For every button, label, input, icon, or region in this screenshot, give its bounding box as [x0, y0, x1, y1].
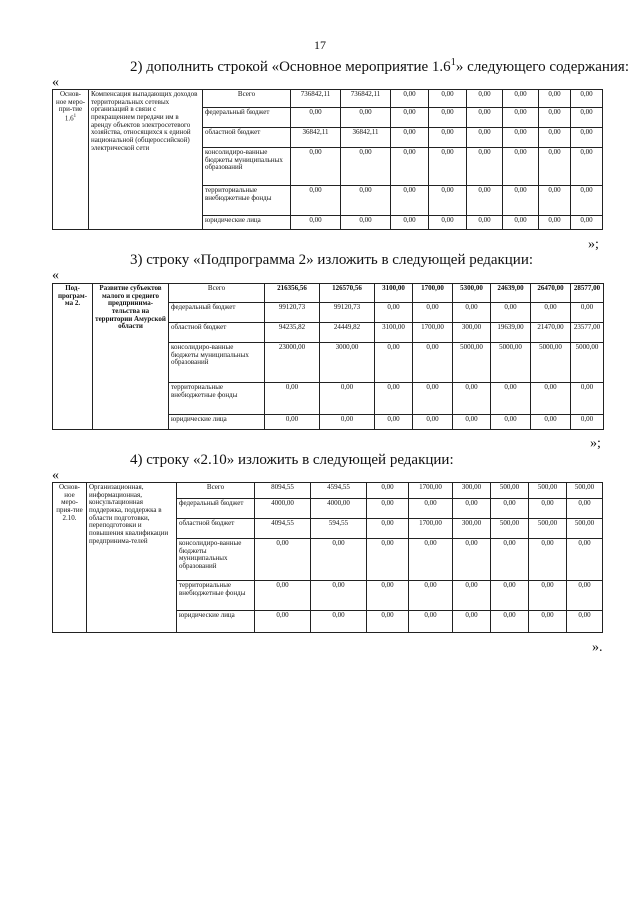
value-cell: 0,00	[413, 383, 453, 415]
value-cell: 0,00	[491, 611, 529, 633]
value-cell: 0,00	[529, 581, 567, 611]
value-cell: 0,00	[291, 216, 341, 230]
row-label: юридические лица	[169, 415, 265, 430]
section-1-table	[52, 89, 603, 230]
value-cell: 0,00	[467, 128, 503, 148]
row-label: юридические лица	[177, 611, 255, 633]
section-2-code: Под-програм-ма 2.	[53, 284, 93, 430]
row-label: Всего	[203, 90, 291, 108]
value-cell: 500,00	[529, 519, 567, 539]
value-cell: 24639,00	[491, 284, 531, 303]
value-cell: 0,00	[467, 108, 503, 128]
value-cell: 0,00	[291, 186, 341, 216]
value-cell: 0,00	[367, 519, 409, 539]
value-cell: 0,00	[571, 186, 603, 216]
value-cell: 0,00	[567, 611, 603, 633]
row-label: областной бюджет	[169, 323, 265, 343]
value-cell: 23000,00	[265, 343, 320, 383]
section-1-code-cell	[53, 90, 89, 230]
value-cell: 0,00	[539, 186, 571, 216]
value-cell: 0,00	[311, 539, 367, 581]
value-cell: 5300,00	[453, 284, 491, 303]
value-cell: 0,00	[429, 90, 467, 108]
value-cell: 300,00	[453, 483, 491, 499]
section-1-heading-sup: 1	[450, 57, 456, 68]
value-cell: 0,00	[503, 148, 539, 186]
section-3-table	[52, 482, 603, 633]
page-number: 17	[314, 38, 326, 52]
value-cell: 0,00	[391, 216, 429, 230]
value-cell: 0,00	[453, 581, 491, 611]
value-cell: 1700,00	[413, 323, 453, 343]
value-cell: 0,00	[367, 539, 409, 581]
section-1-code: Основ-ное меро-при-тие 1.6	[55, 90, 86, 123]
value-cell: 0,00	[409, 539, 453, 581]
value-cell: 0,00	[453, 539, 491, 581]
value-cell: 0,00	[367, 499, 409, 519]
value-cell: 4594,55	[311, 483, 367, 499]
value-cell: 1700,00	[409, 519, 453, 539]
value-cell: 0,00	[467, 216, 503, 230]
row-label: областной бюджет	[177, 519, 255, 539]
value-cell: 0,00	[571, 303, 604, 323]
value-cell: 0,00	[567, 539, 603, 581]
value-cell: 0,00	[571, 90, 603, 108]
value-cell: 0,00	[453, 415, 491, 430]
value-cell: 0,00	[413, 343, 453, 383]
value-cell: 500,00	[491, 519, 529, 539]
value-cell: 0,00	[265, 415, 320, 430]
value-cell: 594,55	[311, 519, 367, 539]
value-cell: 0,00	[529, 539, 567, 581]
value-cell: 0,00	[409, 611, 453, 633]
row-label: консолидиро-ванные бюджеты муниципальных образований	[169, 343, 265, 383]
value-cell: 0,00	[375, 343, 413, 383]
value-cell: 300,00	[453, 323, 491, 343]
value-cell: 28577,00	[571, 284, 604, 303]
value-cell: 0,00	[539, 90, 571, 108]
row-label: Всего	[177, 483, 255, 499]
value-cell: 36842,11	[291, 128, 341, 148]
section-3-open-quote: «	[52, 468, 59, 483]
value-cell: 0,00	[311, 581, 367, 611]
value-cell: 500,00	[491, 483, 529, 499]
value-cell: 0,00	[453, 383, 491, 415]
value-cell: 0,00	[571, 415, 604, 430]
value-cell: 0,00	[571, 108, 603, 128]
value-cell: 19639,00	[491, 323, 531, 343]
section-1-code-sup: 1	[73, 114, 77, 120]
row-label: областной бюджет	[203, 128, 291, 148]
section-2-description: Развитие субъектов малого и среднего предпринима-тельства на территории Амурской области	[93, 284, 169, 430]
value-cell: 736842,11	[291, 90, 341, 108]
value-cell: 0,00	[491, 581, 529, 611]
value-cell: 0,00	[429, 186, 467, 216]
value-cell: 0,00	[429, 128, 467, 148]
section-1-description: Компенсация выпадающих доходов территориальных сетевых организаций в связи с прекращением передачи им в аренду объектов электросетевого хозяйства, относящихся к единой национальной (общероссийской) электрической сети	[89, 90, 203, 230]
section-1-open-quote: «	[52, 75, 59, 90]
row-label: юридические лица	[203, 216, 291, 230]
value-cell: 5000,00	[491, 343, 531, 383]
value-cell: 0,00	[491, 383, 531, 415]
value-cell: 26470,00	[531, 284, 571, 303]
value-cell: 0,00	[529, 611, 567, 633]
table-row	[53, 284, 604, 303]
value-cell: 500,00	[567, 519, 603, 539]
section-2-open-quote: «	[52, 268, 59, 283]
value-cell: 0,00	[571, 383, 604, 415]
table-row	[53, 90, 603, 108]
value-cell: 0,00	[255, 539, 311, 581]
value-cell: 0,00	[503, 90, 539, 108]
value-cell: 5000,00	[531, 343, 571, 383]
row-label: территориальные внебюджетные фонды	[177, 581, 255, 611]
section-3-code: Основ-ное меро-прия-тие 2.10.	[53, 483, 87, 633]
value-cell: 5000,00	[571, 343, 604, 383]
value-cell: 99120,73	[265, 303, 320, 323]
value-cell: 0,00	[391, 186, 429, 216]
value-cell: 4000,00	[255, 499, 311, 519]
value-cell: 0,00	[367, 483, 409, 499]
row-label: территориальные внебюджетные фонды	[203, 186, 291, 216]
value-cell: 0,00	[453, 611, 491, 633]
value-cell: 0,00	[367, 611, 409, 633]
value-cell: 0,00	[375, 383, 413, 415]
value-cell: 0,00	[539, 108, 571, 128]
value-cell: 0,00	[255, 611, 311, 633]
section-2-table	[52, 283, 604, 430]
value-cell: 0,00	[531, 303, 571, 323]
section-1-close-quote: »;	[588, 237, 599, 252]
section-1-heading-prefix: 2) дополнить строкой «Основное мероприятие 1.6	[130, 59, 451, 75]
value-cell: 0,00	[491, 303, 531, 323]
value-cell: 3000,00	[320, 343, 375, 383]
value-cell: 1700,00	[413, 284, 453, 303]
value-cell: 0,00	[467, 148, 503, 186]
value-cell: 0,00	[567, 581, 603, 611]
value-cell: 0,00	[413, 303, 453, 323]
value-cell: 0,00	[367, 581, 409, 611]
value-cell: 126570,56	[320, 284, 375, 303]
value-cell: 500,00	[529, 483, 567, 499]
value-cell: 0,00	[571, 128, 603, 148]
value-cell: 0,00	[375, 303, 413, 323]
value-cell: 0,00	[320, 415, 375, 430]
value-cell: 24449,82	[320, 323, 375, 343]
value-cell: 0,00	[453, 499, 491, 519]
value-cell: 0,00	[265, 383, 320, 415]
value-cell: 216356,56	[265, 284, 320, 303]
row-label: федеральный бюджет	[169, 303, 265, 323]
value-cell: 4094,55	[255, 519, 311, 539]
value-cell: 99120,73	[320, 303, 375, 323]
value-cell: 0,00	[341, 216, 391, 230]
value-cell: 0,00	[375, 415, 413, 430]
value-cell: 0,00	[391, 108, 429, 128]
value-cell: 0,00	[341, 108, 391, 128]
value-cell: 0,00	[409, 499, 453, 519]
value-cell: 0,00	[453, 303, 491, 323]
value-cell: 0,00	[539, 216, 571, 230]
value-cell: 0,00	[391, 148, 429, 186]
value-cell: 0,00	[529, 499, 567, 519]
value-cell: 94235,82	[265, 323, 320, 343]
row-label: консолидиро-ванные бюджеты муниципальных образований	[203, 148, 291, 186]
value-cell: 21470,00	[531, 323, 571, 343]
value-cell: 0,00	[539, 148, 571, 186]
value-cell: 0,00	[539, 128, 571, 148]
value-cell: 0,00	[491, 499, 529, 519]
row-label: консолидиро-ванные бюджеты муниципальных образований	[177, 539, 255, 581]
value-cell: 0,00	[503, 108, 539, 128]
section-2-close-quote: »;	[590, 436, 601, 451]
value-cell: 0,00	[503, 128, 539, 148]
value-cell: 0,00	[391, 128, 429, 148]
section-3-close-quote: ».	[592, 640, 603, 655]
value-cell: 3100,00	[375, 284, 413, 303]
value-cell: 0,00	[467, 90, 503, 108]
value-cell: 3100,00	[375, 323, 413, 343]
section-1-heading-suffix: » следующего содержания:	[455, 59, 629, 75]
value-cell: 0,00	[503, 186, 539, 216]
value-cell: 0,00	[413, 415, 453, 430]
row-label: федеральный бюджет	[203, 108, 291, 128]
value-cell: 0,00	[531, 383, 571, 415]
value-cell: 0,00	[311, 611, 367, 633]
value-cell: 0,00	[291, 148, 341, 186]
row-label: Всего	[169, 284, 265, 303]
table-row	[53, 483, 603, 499]
value-cell: 0,00	[255, 581, 311, 611]
value-cell: 0,00	[409, 581, 453, 611]
section-3-description: Организационная, информационная, консультационная поддержка, поддержка в области подготовки, переподготовки и повышения квалификации предпринима-телей	[87, 483, 177, 633]
value-cell: 0,00	[467, 186, 503, 216]
value-cell: 300,00	[453, 519, 491, 539]
value-cell: 0,00	[571, 216, 603, 230]
row-label: федеральный бюджет	[177, 499, 255, 519]
value-cell: 4000,00	[311, 499, 367, 519]
section-3-heading: 4) строку «2.10» изложить в следующей редакции:	[130, 452, 454, 468]
value-cell: 0,00	[341, 186, 391, 216]
value-cell: 0,00	[429, 216, 467, 230]
section-1-heading	[130, 57, 629, 76]
value-cell: 0,00	[491, 539, 529, 581]
value-cell: 8094,55	[255, 483, 311, 499]
value-cell: 23577,00	[571, 323, 604, 343]
value-cell: 0,00	[491, 415, 531, 430]
value-cell: 0,00	[571, 148, 603, 186]
row-label: территориальные внебюджетные фонды	[169, 383, 265, 415]
value-cell: 0,00	[429, 148, 467, 186]
value-cell: 0,00	[429, 108, 467, 128]
value-cell: 0,00	[291, 108, 341, 128]
value-cell: 5000,00	[453, 343, 491, 383]
value-cell: 736842,11	[341, 90, 391, 108]
value-cell: 0,00	[341, 148, 391, 186]
value-cell: 0,00	[391, 90, 429, 108]
value-cell: 1700,00	[409, 483, 453, 499]
value-cell: 0,00	[320, 383, 375, 415]
section-2-heading: 3) строку «Подпрограмма 2» изложить в следующей редакции:	[130, 252, 534, 268]
value-cell: 500,00	[567, 483, 603, 499]
value-cell: 0,00	[531, 415, 571, 430]
value-cell: 0,00	[503, 216, 539, 230]
value-cell: 0,00	[567, 499, 603, 519]
value-cell: 36842,11	[341, 128, 391, 148]
